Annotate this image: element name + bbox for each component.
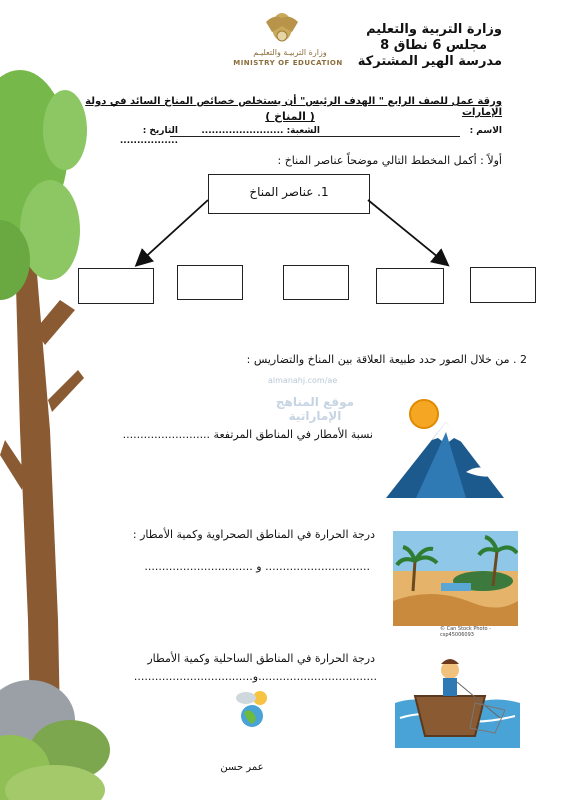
answer-box-5[interactable] bbox=[470, 267, 536, 303]
fisherman-boat-image bbox=[395, 648, 520, 748]
answer-box-2[interactable] bbox=[177, 265, 243, 300]
logo-text-ar: وزارة التربيـة والتعليـم bbox=[253, 48, 327, 57]
q2-prompt: 2 . من خلال الصور حدد طبيعة العلاقة بين المناخ والتضاريس : bbox=[246, 353, 527, 366]
worksheet-title: ورقة عمل للصف الرابع " الهدف الرئيس" أن يستخلص خصائص المناخ السائد في دولة الإمارات bbox=[85, 96, 502, 118]
q2-item3-answer: ..................................و.................................. bbox=[133, 670, 377, 683]
author-name: عمر حسن bbox=[220, 762, 264, 773]
watermark-url: almanahj.com/ae bbox=[268, 376, 338, 385]
name-label: الاسم : bbox=[469, 126, 502, 136]
answer-box-4[interactable] bbox=[376, 268, 444, 304]
q2-item2: درجة الحرارة في المناطق الصحراوية وكمية الأمطار : bbox=[132, 528, 375, 541]
q2-item1: نسبة الأمطار في المناطق المرتفعة ......................... bbox=[122, 428, 373, 441]
desert-oasis-image bbox=[393, 531, 518, 626]
school-name: مدرسة الهير المشتركة bbox=[357, 54, 502, 69]
image-credit: © Can Stock Photo - csp45006093 bbox=[440, 626, 491, 638]
ministry-title: وزارة التربية والتعليم bbox=[366, 22, 502, 37]
root-box-label: 1. عناصر المناخ bbox=[249, 185, 329, 199]
council-label: مجلس 6 نطاق 8 bbox=[380, 38, 487, 53]
mountain-image bbox=[386, 392, 504, 498]
q1-prompt: أولاً : أكمل المخطط التالي موضحاً عناصر المناخ : bbox=[277, 154, 502, 167]
logo-text-en: MINISTRY OF EDUCATION bbox=[233, 59, 343, 67]
worksheet-subtitle: ( المناخ ) bbox=[265, 110, 315, 123]
date-label: التاريخ : ................. bbox=[119, 126, 178, 146]
q2-item2-answer: .............................. و ............................... bbox=[144, 560, 370, 573]
q2-item3: درجة الحرارة في المناطق الساحلية وكمية الأمطار bbox=[147, 652, 375, 665]
answer-box-1[interactable] bbox=[78, 268, 154, 304]
climate-globe-icon bbox=[232, 688, 274, 728]
answer-box-3[interactable] bbox=[283, 265, 349, 300]
watermark-text: موقع المناهج الإماراتية bbox=[275, 395, 355, 423]
section-label: الشعبة: ........................ bbox=[201, 126, 320, 136]
